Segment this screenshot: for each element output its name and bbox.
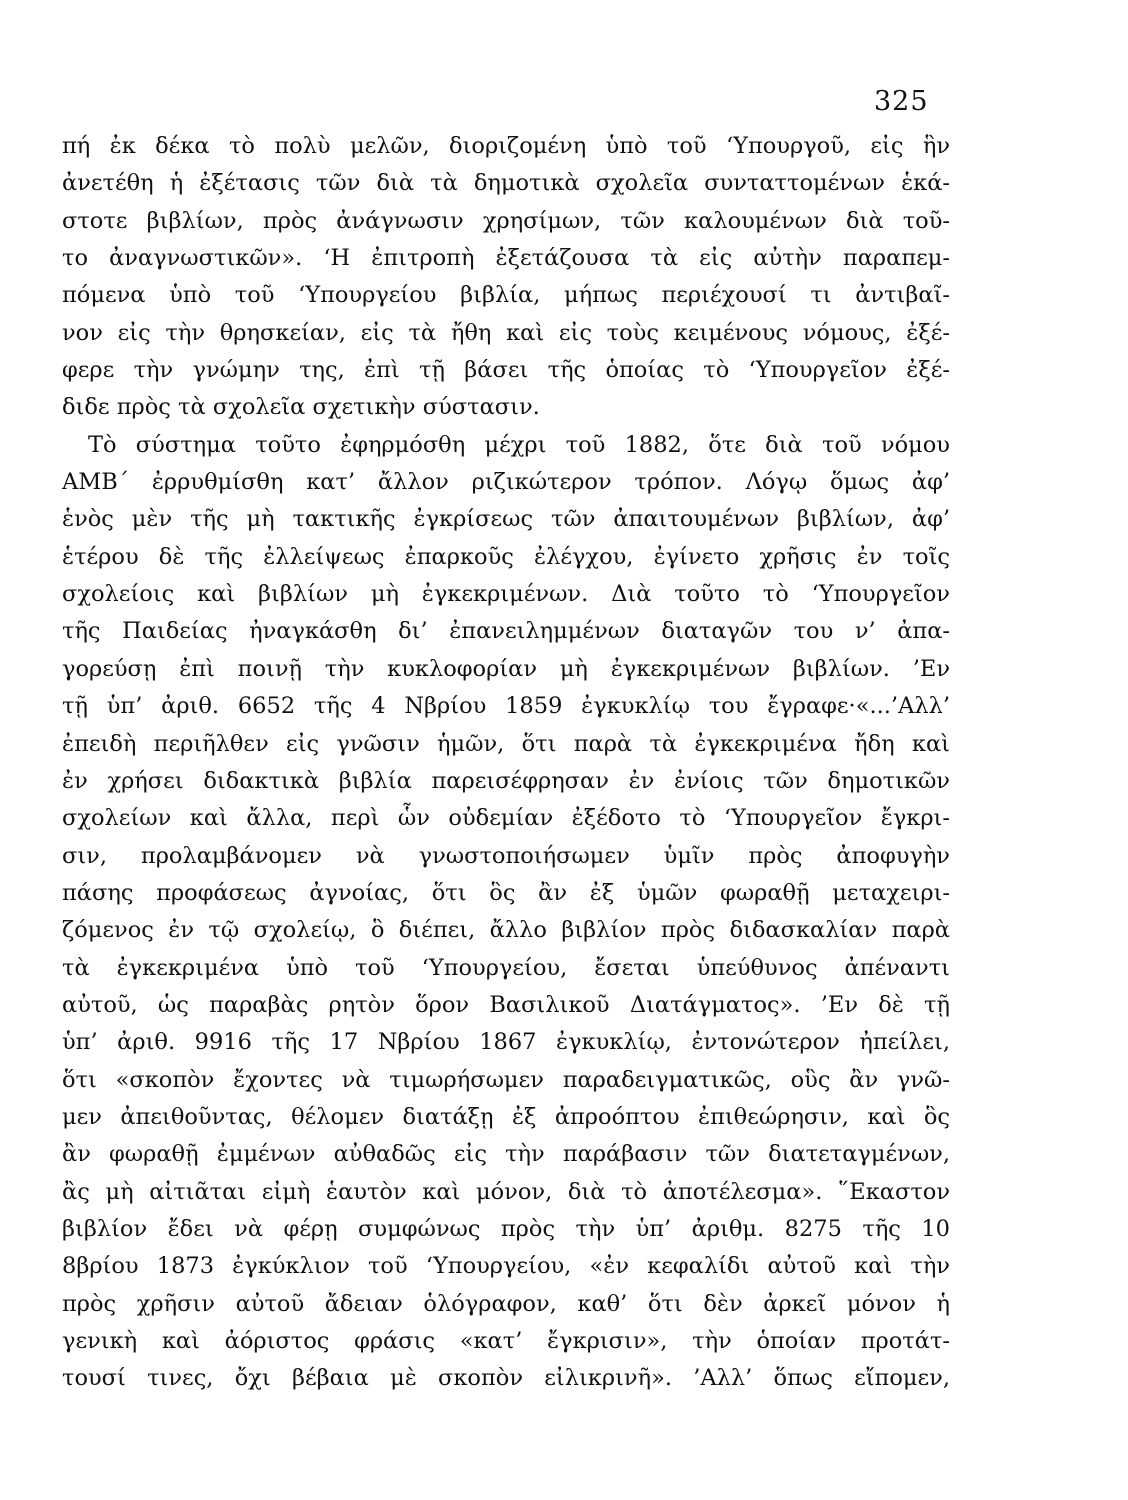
text-line: σχολείοις καὶ βιβλίων μὴ ἐγκεκριμένων. Διὰ τοῦτο τὸ ‘Υπουργεῖον <box>62 581 950 608</box>
text-line: ἂν φωραθῇ ἐμμένων αὐθαδῶς εἰς τὴν παράβασιν τῶν διατεταγμένων, <box>62 1141 950 1168</box>
text-line: ζόμενος ἐν τῷ σχολείῳ, ὃ διέπει, ἄλλο βιβλίον πρὸς διδασκαλίαν παρὰ <box>62 917 950 944</box>
text-line: τῇ ὑπ’ ἀριθ. 6652 τῆς 4 Νβρίου 1859 ἐγκυκλίῳ του ἔγραφε·«...’Αλλ’ <box>62 693 950 720</box>
text-line: μεν ἀπειθοῦντας, θέλομεν διατάξῃ ἐξ ἀπροόπτου ἐπιθεώρησιν, καὶ ὃς <box>62 1103 950 1130</box>
text-line: πάσης προφάσεως ἀγνοίας, ὅτι ὃς ἂν ἐξ ὑμῶν φωραθῇ μεταχειρι- <box>62 879 950 906</box>
text-line: 8βρίου 1873 ἐγκύκλιον τοῦ ‘Υπουργείου, «ἐν κεφαλίδι αὐτοῦ καὶ τὴν <box>62 1253 950 1280</box>
text-line: τῆς Παιδείας ἠναγκάσθη δι’ ἐπανειλημμένων διαταγῶν του ν’ ἀπα- <box>62 618 950 645</box>
page-number: 325 <box>874 86 929 117</box>
text-line: το ἀναγνωστικῶν». ‘Η ἐπιτροπὴ ἐξετάζουσα τὰ εἰς αὐτὴν παραπεμ- <box>62 245 950 272</box>
text-line: βιβλίον ἔδει νὰ φέρῃ συμφώνως πρὸς τὴν ὑπ’ ἀριθμ. 8275 τῆς 10 <box>62 1215 950 1242</box>
paragraph-start-line: Τὸ σύστημα τοῦτο ἐφηρμόσθη μέχρι τοῦ 1882, ὅτε διὰ τοῦ νόμου <box>88 431 950 458</box>
text-line: ἐπειδὴ περιῆλθεν εἰς γνῶσιν ἡμῶν, ὅτι παρὰ τὰ ἐγκεκριμένα ἤδη καὶ <box>62 730 950 757</box>
text-line: ἂς μὴ αἰτιᾶται εἰμὴ ἑαυτὸν καὶ μόνον, διὰ τὸ ἀποτέλεσμα». ῞Εκαστον <box>62 1178 950 1205</box>
text-line: νον εἰς τὴν θρησκείαν, εἰς τὰ ἤθη καὶ εἰς τοὺς κειμένους νόμους, ἐξέ- <box>62 319 950 346</box>
text-line: γενικὴ καὶ ἀόριστος φράσις «κατ’ ἔγκρισιν», τὴν ὁποίαν προτάτ- <box>62 1328 950 1354</box>
text-line: γορεύσῃ ἐπὶ ποινῇ τὴν κυκλοφορίαν μὴ ἐγκεκριμένων βιβλίων. ’Εν <box>62 655 950 682</box>
text-line: ἀνετέθη ἡ ἐξέτασις τῶν διὰ τὰ δημοτικὰ σχολεῖα συνταττομένων ἑκά- <box>62 170 950 197</box>
text-line: ὑπ’ ἀριθ. 9916 τῆς 17 Νβρίου 1867 ἐγκυκλίῳ, ἐντονώτερον ἠπείλει, <box>62 1029 950 1056</box>
text-line: ΑΜΒ΄ ἐρρυθμίσθη κατ’ ἄλλον ριζικώτερον τρόπον. Λόγῳ ὅμως ἀφ’ <box>62 469 950 496</box>
text-line: ἑτέρου δὲ τῆς ἐλλείψεως ἐπαρκοῦς ἐλέγχου, ἐγίνετο χρῆσις ἐν τοῖς <box>62 543 950 570</box>
text-line: διδε πρὸς τὰ σχολεῖα σχετικὴν σύστασιν. <box>62 394 540 421</box>
body-text <box>62 128 950 1398</box>
text-line: φερε τὴν γνώμην της, ἐπὶ τῇ βάσει τῆς ὁποίας τὸ ‘Υπουργεῖον ἐξέ- <box>62 357 950 384</box>
text-line: πή ἐκ δέκα τὸ πολὺ μελῶν, διοριζομένη ὑπὸ τοῦ ‘Υπουργοῦ, εἰς ἣν <box>62 133 950 159</box>
text-line: ὅτι «σκοπὸν ἔχοντες νὰ τιμωρήσωμεν παραδειγματικῶς, οὓς ἂν γνῶ- <box>62 1066 950 1093</box>
text-line: ἑνὸς μὲν τῆς μὴ τακτικῆς ἐγκρίσεως τῶν ἀπαιτουμένων βιβλίων, ἀφ’ <box>62 506 950 533</box>
text-line: σιν, προλαμβάνομεν νὰ γνωστοποιήσωμεν ὑμῖν πρὸς ἀποφυγὴν <box>62 842 950 869</box>
text-line: τουσί τινες, ὄχι βέβαια μὲ σκοπὸν εἰλικρινῆ». ’Αλλ’ ὅπως εἴπομεν, <box>62 1365 950 1392</box>
text-line: πόμενα ὑπὸ τοῦ ‘Υπουργείου βιβλία, μήπως περιέχουσί τι ἀντιβαῖ- <box>62 282 950 309</box>
text-line: σχολείων καὶ ἄλλα, περὶ ὧν οὐδεμίαν ἐξέδοτο τὸ ‘Υπουργεῖον ἔγκρι- <box>62 805 950 832</box>
text-line: στοτε βιβλίων, πρὸς ἀνάγνωσιν χρησίμων, τῶν καλουμένων διὰ τοῦ- <box>62 207 950 234</box>
text-line: αὐτοῦ, ὡς παραβὰς ρητὸν ὅρον Βασιλικοῦ Διατάγματος». ’Εν δὲ τῇ <box>62 991 950 1018</box>
text-line: ἐν χρήσει διδακτικὰ βιβλία παρεισέφρησαν ἐν ἐνίοις τῶν δημοτικῶν <box>62 767 950 794</box>
text-line: τὰ ἐγκεκριμένα ὑπὸ τοῦ ‘Υπουργείου, ἔσεται ὑπεύθυνος ἀπέναντι <box>62 954 950 981</box>
text-line: πρὸς χρῆσιν αὐτοῦ ἄδειαν ὁλόγραφον, καθ’ ὅτι δὲν ἀρκεῖ μόνον ἡ <box>62 1290 950 1317</box>
